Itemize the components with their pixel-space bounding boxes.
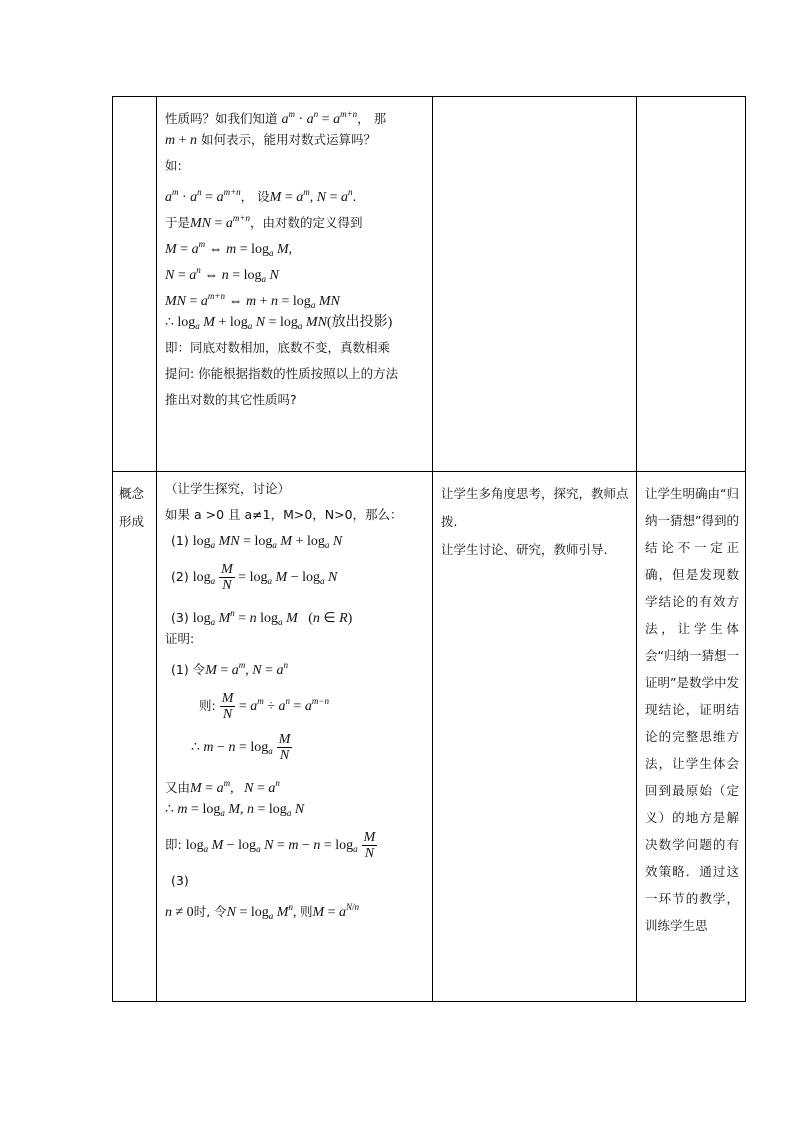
lesson-table xyxy=(112,96,746,1002)
item-label: (1) xyxy=(171,533,189,548)
text: 时, 令 xyxy=(193,904,227,919)
text: (放出投影) xyxy=(326,315,393,330)
item-label: (3) xyxy=(171,610,189,625)
content-cell: 性质吗？如我们知道 $a^m \cdot a^n = a^{m+n}$， 那 m + n 如何表示，能用对数式运算吗？ 如: $a^m \cdot a^n = a^{m+n}$， 设$M = a^m$, $N = a^n$. 于是MN = $a^{m+n}$，由对数的定义得到 $M = a^m$ ⇔ $m = \log_a M$, $N = a^n$ ⇔ $n = \log_a N$ MN = $a^{m+n}$ ⇔ $m + n = \log_a$ MN ∴ $\log_a M + \log_a N = \log_a MN$(放出投影) 即：同底对数相加，底数不变，真数相乘 提问: 你能根据指数的性质按照以上的方法 推出对数的其它性质吗? xyxy=(157,97,433,472)
text: 推出对数的其它性质吗? xyxy=(165,392,297,407)
text: 由对数的定义得到 xyxy=(262,215,363,230)
teacher-cell xyxy=(433,472,637,1002)
stage-cell xyxy=(113,472,157,1002)
text: 让学生讨论、研究，教师引导. xyxy=(441,542,608,557)
text: 设 xyxy=(257,189,270,204)
text: 如何表示，能用对数式运算吗？ xyxy=(201,132,377,147)
text: 于是 xyxy=(165,215,191,230)
text: 提问: 你能根据指数的性质按照以上的方法 xyxy=(165,366,399,381)
text: 性质吗？如我们知道 xyxy=(165,111,278,126)
intent-cell xyxy=(637,472,746,1002)
table-row xyxy=(113,97,746,472)
text: (3) xyxy=(171,873,189,888)
text: 让学生多角度思考，探究，教师点拨. xyxy=(441,486,629,529)
intent-cell xyxy=(637,97,746,472)
text: （让学生探究，讨论） xyxy=(165,481,291,496)
text: 证明: xyxy=(165,631,195,646)
text: 那 xyxy=(373,111,387,126)
text: 即：同底对数相加，底数不变，真数相乘 xyxy=(165,340,391,355)
text: 则 xyxy=(299,904,313,919)
table-row xyxy=(113,472,746,1002)
text: 如: xyxy=(165,158,182,173)
text: 如果 a >0 且 a≠1，M>0，N>0，那么： xyxy=(165,507,403,522)
item-label: (2) xyxy=(171,569,189,584)
teacher-cell xyxy=(433,97,637,472)
text: 则: xyxy=(199,698,216,713)
stage-label: 概念形成 xyxy=(119,486,145,529)
content-cell: （让学生探究，讨论） 如果 a >0 且 a≠1，M>0，N>0，那么： (1) $\log_a$ MN = $\log_a M + \log_a N$ (2) $\log_a$ $\frac{M}{N}$ = $\log_a M - \log_a N$ (3) $\log_a M^n = n$ $\log_a M$ (n ∈ R) 证明: (1) 令$M = a^m$, $N = a^n$ 则: $\frac{M}{N}$ = $a^m \div a^n = a^{m-n}$ ∴ $m - n = \log_a$ $\frac{M}{N}$ 又由$M = a^m$, $N = a^n$ ∴ $m = \log_a M$, $n = \log_a N$ 即: $\log_a M - \log_a N = m - n = \log_a$ $\frac{M}{N}$ (3) n ≠ 0时, 令$N = \log_a M^n$, 则$M = a^{N/n}$ xyxy=(157,472,433,1002)
text: 即: xyxy=(165,837,182,852)
text: 又由 xyxy=(165,780,191,795)
text: 让学生明确由“归纳一猜想”得到的结论不一定正确，但是发现数学结论的有效方法，让学生体会“归纳一猜想一证明”是数学中发现结论，证明结论的完整思维方法，让学生体会回到最原始（定义）的地方是解决数学问题的有效策略．通过这一环节的教学，训练学生思 xyxy=(645,486,739,933)
stage-cell xyxy=(113,97,157,472)
text: (1) 令 xyxy=(171,662,206,677)
